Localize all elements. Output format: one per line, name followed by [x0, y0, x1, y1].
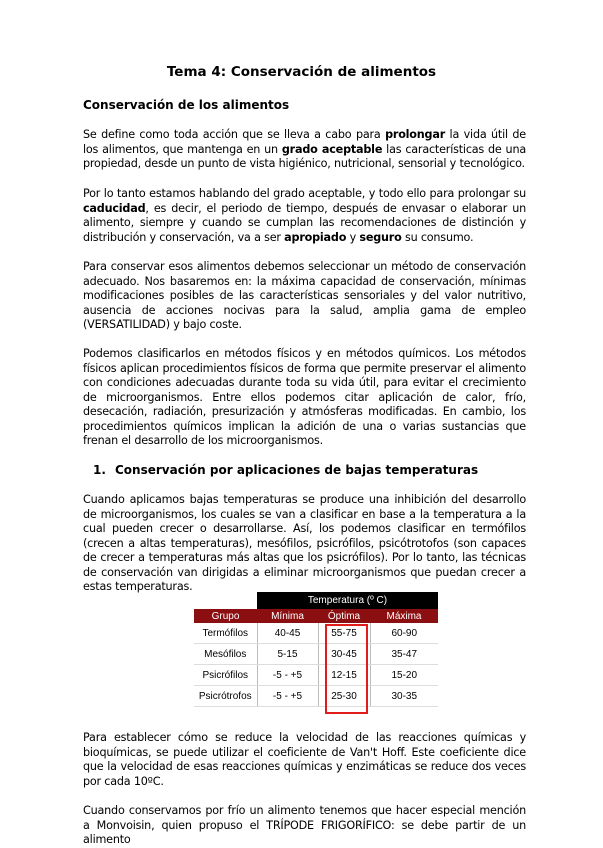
table-cell: 40-45: [257, 623, 318, 644]
p2-bold-seguro: seguro: [359, 230, 402, 244]
p2-bold-caducidad: caducidad: [83, 201, 146, 215]
p2-text-g: su consumo.: [401, 230, 474, 244]
table-cell: 35-47: [370, 644, 438, 665]
table-cell: 25-30: [318, 686, 370, 707]
table-header: Máxima: [370, 609, 438, 623]
table-header: Óptima: [318, 609, 370, 623]
numbered-heading: [93, 463, 478, 477]
paragraph-clasificacion: Podemos clasificarlos en métodos físicos y en métodos químicos. Los métodos físicos aplican procedimientos físicos de forma que permite preservar el alimento con condiciones adecuadas durante toda su vida útil, para evitar el crecimiento de microorganismos. Entre ellos podemos citar aplicación de calor, frío, desecación, radiación, presurización y atmósferas modificadas. En cambio, los procedimientos químicos implican la adición de una o varias sustancias que frenan el desarrollo de los microorganismos.: [83, 347, 526, 447]
table-cell: Termófilos: [194, 623, 257, 644]
table-cell: -5 - +5: [257, 665, 318, 686]
table-header: Mínima: [257, 609, 318, 623]
p2-text-a: Por lo tanto estamos hablando del grado aceptable, y todo ello para prolongar su: [83, 187, 526, 200]
table-row: [194, 644, 438, 665]
table-header: Grupo: [194, 609, 257, 623]
table-row: [194, 686, 438, 707]
table-cell: 30-45: [318, 644, 370, 665]
table-cell: -5 - +5: [257, 686, 318, 707]
p2-text-e: y: [346, 230, 360, 244]
heading-number: 1.: [93, 463, 106, 477]
paragraph-definition: [83, 128, 526, 172]
paragraph-bajas-temperaturas: Cuando aplicamos bajas temperaturas se produce una inhibición del desarrollo de microorganismos, los cuales se van a clasificar en base a la temperatura a la cual pueden crecer o desarrollarse. Así, los podemos clasificar en termófilos (crecen a altas temperaturas), mesófilos, psicrófilos, psicótrotofos (son capaces de crecer a temperaturas más altas que los psicrófilos). Por lo tanto, las técnicas de conservación van dirigidas a eliminar microorganismos que puedan crecer a estas temperaturas.: [83, 493, 526, 593]
table-cell: Psicrótrofos: [194, 686, 257, 707]
temperature-table: [194, 592, 438, 707]
table-cell: Psicrófilos: [194, 665, 257, 686]
table-row: [194, 665, 438, 686]
table-cell: 5-15: [257, 644, 318, 665]
p1-bold-grado: grado aceptable: [281, 142, 383, 156]
optimal-column-highlight: [325, 624, 368, 714]
p2-bold-apropiado: apropiado: [284, 230, 347, 244]
table-cell: 60-90: [370, 623, 438, 644]
table-cell: 12-15: [318, 665, 370, 686]
paragraph-caducidad: [83, 187, 526, 245]
table-cell: 55-75: [318, 623, 370, 644]
heading-text: Conservación por aplicaciones de bajas temperaturas: [115, 463, 479, 477]
table-row: [194, 623, 438, 644]
table-super-header: Temperatura (º C): [257, 592, 438, 609]
table-cell: 15-20: [370, 665, 438, 686]
p1-text-e: las características de una propiedad, desde un punto de vista higiénico, nutricional, sensorial y tecnológico.: [83, 142, 526, 170]
page-title: Tema 4: Conservación de alimentos: [166, 64, 437, 80]
paragraph-monvoisin: Cuando conservamos por frío un alimento tenemos que hacer especial mención a Monvoisin, quien propuso el TRÍPODE FRIGORÍFICO: se debe partir de un alimento: [83, 804, 526, 846]
table-corner: [194, 592, 257, 609]
paragraph-metodo: Para conservar esos alimentos debemos seleccionar un método de conservación adecuado. Nos basaremos en: la máxima capacidad de conservación, mínimas modificaciones posibles de las características sensoriales y del valor nutritivo, ausencia de acciones nocivas para la salud, amplia gama de empleo (VERSATILIDAD) y bajo coste.: [83, 260, 526, 331]
paragraph-vant-hoff: Para establecer cómo se reduce la velocidad de las reacciones químicas y bioquímicas, se puede utilizar el coeficiente de Van't Hoff. Este coeficiente dice que la velocidad de esas reacciones químicas y enzimáticas se reduce dos veces por cada 10ºC.: [83, 731, 526, 788]
table-cell: 30-35: [370, 686, 438, 707]
table-cell: Mesófilos: [194, 644, 257, 665]
p1-text-c: la vida útil de los alimentos, que mantenga en un: [83, 128, 526, 156]
p2-text-c: , es decir, el periodo de tiempo, después de envasar o elaborar un alimento, siempre y cuando se cumplan las recomendaciones de distinción y distribución y conservación, va a ser: [83, 201, 526, 244]
section-heading: Conservación de los alimentos: [83, 98, 290, 112]
p1-bold-prolongar: prolongar: [385, 128, 446, 141]
p1-text-a: Se define como toda acción que se lleva a cabo para: [83, 128, 386, 141]
